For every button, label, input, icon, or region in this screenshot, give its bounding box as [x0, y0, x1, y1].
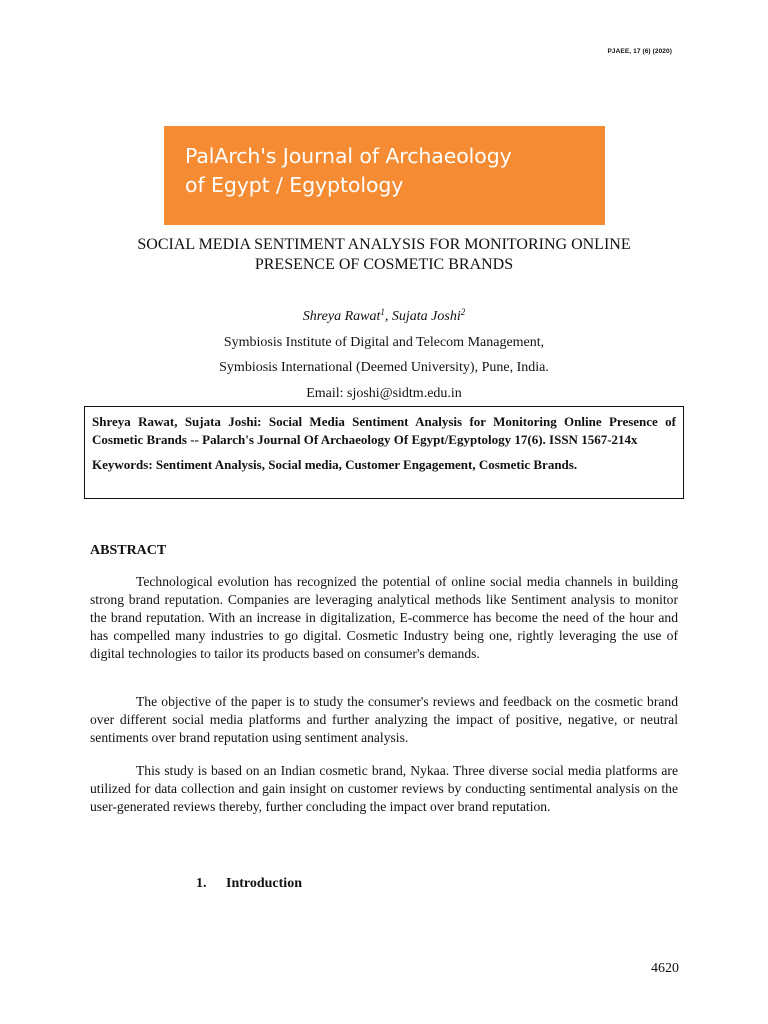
page-number: 4620 — [651, 961, 679, 976]
author-separator: , — [384, 309, 392, 324]
citation-box — [84, 406, 684, 499]
author-name: Shreya Rawat — [302, 309, 381, 324]
section-heading-introduction — [196, 876, 302, 892]
author-name: Sujata Joshi — [391, 309, 461, 324]
affiliation-line-2: Symbiosis International (Deemed University), Pune, India. — [219, 360, 549, 375]
abstract-paragraph-3: This study is based on an Indian cosmetic brand, Nykaa. Three diverse social media platforms are utilized for data collection and gain insight on customer reviews by conducting sentimental analysis on the user-generated reviews thereby, further concluding the impact over brand reputation. — [90, 763, 678, 814]
author-affiliation-mark: 2 — [460, 307, 466, 317]
author-list — [60, 309, 708, 325]
paper-title-line-2: PRESENCE OF COSMETIC BRANDS — [254, 256, 514, 273]
abstract-paragraph-1: Technological evolution has recognized the potential of online social media channels in building strong brand reputation. Companies are leveraging analytical methods like Sentiment analysis to monitor the brand reputation. With an increase in digitalization, E-commerce has become the need of the hour and has compelled many industries to go digital. Cosmetic Industry being one, rightly leveraging the use of digital technologies to tailor its products based on consumer's demands. — [90, 574, 678, 661]
journal-reference: PJAEE, 17 (6) (2020) — [607, 48, 672, 55]
abstract-paragraph-2: The objective of the paper is to study the consumer's reviews and feedback on the cosmetic brand over different social media platforms and further analyzing the impact of positive, negative, or neutral sentiments over brand reputation using sentiment analysis. — [90, 694, 678, 745]
abstract-heading: ABSTRACT — [90, 543, 167, 558]
contact-email: Email: sjoshi@sidtm.edu.in — [306, 386, 462, 401]
citation-text: Shreya Rawat, Sujata Joshi: Social Media Sentiment Analysis for Monitoring Online Presence of Cosmetic Brands -- Palarch's Journal Of Archaeology Of Egypt/Egyptology 17(6). ISSN 1567-214x — [92, 414, 676, 447]
section-title: Introduction — [226, 876, 302, 891]
author-affiliation-mark: 1 — [380, 307, 385, 317]
paper-title — [60, 235, 708, 275]
section-number: 1. — [196, 876, 207, 891]
banner-line-1: PalArch's Journal of Archaeology — [185, 144, 512, 168]
keywords: Keywords: Sentiment Analysis, Social media, Customer Engagement, Cosmetic Brands. — [92, 457, 578, 472]
banner-line-2: of Egypt / Egyptology — [185, 173, 404, 197]
paper-title-line-1: SOCIAL MEDIA SENTIMENT ANALYSIS FOR MONITORING ONLINE — [137, 236, 631, 253]
affiliation-line-1: Symbiosis Institute of Digital and Telecom Management, — [223, 335, 545, 350]
journal-banner — [164, 126, 605, 225]
